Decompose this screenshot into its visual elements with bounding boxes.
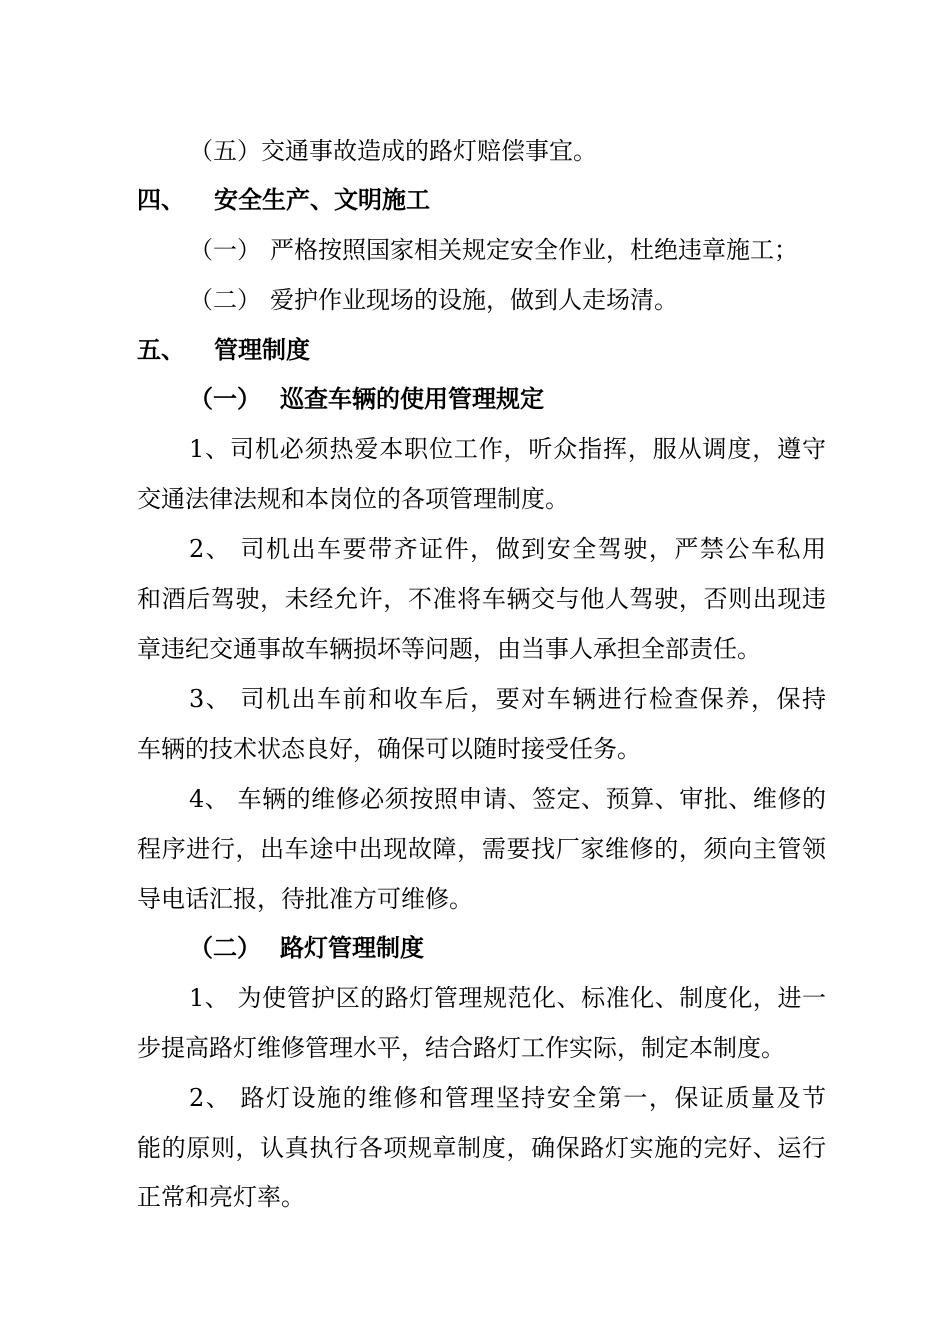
subsection-number: （二）	[189, 933, 261, 962]
section-heading: 安全生产、文明施工	[214, 185, 430, 214]
paragraph-line: 程序进行，出车途中出现故障，需要找厂家维修的，须向主管领	[137, 835, 826, 863]
paragraph-line: 爱护作业现场的设施，做到人走场清。	[270, 286, 678, 314]
paragraph-line: 1、司机必须热爱本职位工作，听众指挥，服从调度，遵守	[189, 435, 826, 463]
paragraph-line: 和酒后驾驶，未经允许，不准将车辆交与他人驾驶，否则出现违	[137, 585, 826, 613]
item-number: （一）	[189, 236, 261, 264]
subsection-heading: 巡查车辆的使用管理规定	[280, 384, 544, 413]
paragraph-line: 能的原则，认真执行各项规章制度，确保路灯实施的完好、运行	[137, 1134, 826, 1162]
subsection-number: （一）	[189, 384, 261, 413]
paragraph-line: 步提高路灯维修管理水平，结合路灯工作实际，制定本制度。	[137, 1034, 785, 1062]
paragraph-line: 交通法律法规和本岗位的各项管理制度。	[137, 485, 569, 513]
item-number: （二）	[189, 286, 261, 314]
paragraph-line: 车辆的技术状态良好，确保可以随时接受任务。	[137, 735, 641, 763]
paragraph-line: （五）交通事故造成的路灯赔偿事宜。	[189, 137, 597, 165]
paragraph-line: 1、 为使管护区的路灯管理规范化、标准化、制度化，进一	[189, 984, 826, 1012]
subsection-heading: 路灯管理制度	[280, 933, 424, 962]
paragraph-line: 2、 路灯设施的维修和管理坚持安全第一，保证质量及节	[189, 1084, 826, 1112]
paragraph-line: 导电话汇报，待批准方可维修。	[137, 885, 473, 913]
paragraph-line: 3、 司机出车前和收车后，要对车辆进行检查保养，保持	[189, 685, 826, 713]
paragraph-line: 2、 司机出车要带齐证件，做到安全驾驶，严禁公车私用	[189, 535, 826, 563]
section-heading: 管理制度	[214, 335, 310, 364]
paragraph-line: 严格按照国家相关规定安全作业，杜绝违章施工；	[270, 236, 798, 264]
paragraph-line: 章违纪交通事故车辆损坏等问题，由当事人承担全部责任。	[137, 635, 761, 663]
paragraph-line: 4、 车辆的维修必须按照申请、签定、预算、审批、维修的	[189, 785, 826, 813]
section-number: 四、	[137, 185, 185, 214]
section-number: 五、	[137, 335, 185, 364]
paragraph-line: 正常和亮灯率。	[137, 1183, 305, 1211]
